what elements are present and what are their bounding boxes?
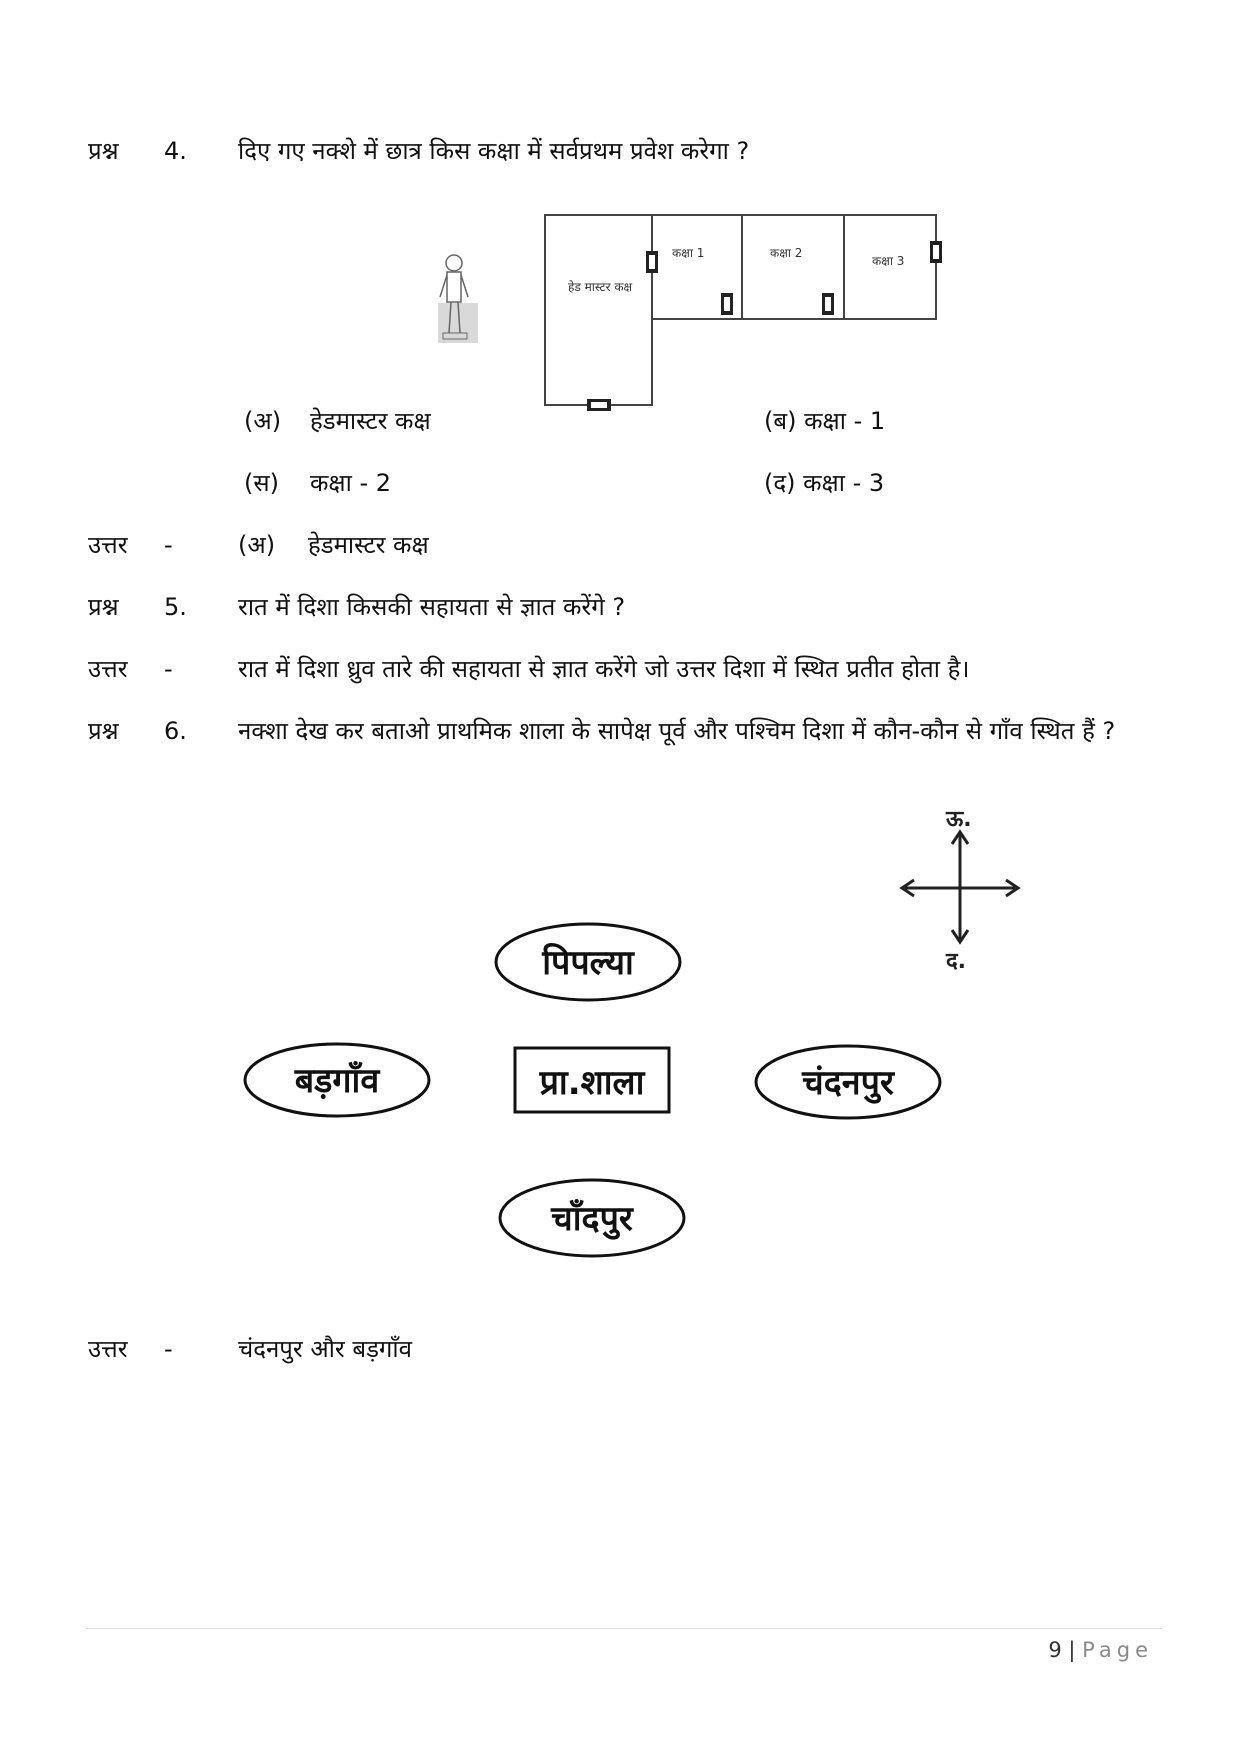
question-label: प्रश्न xyxy=(88,717,119,745)
school-map-figure xyxy=(420,205,960,415)
answer-label: उत्तर xyxy=(88,655,128,683)
option-c xyxy=(244,466,391,500)
option-text: कक्षा - 3 xyxy=(803,469,885,497)
village-west xyxy=(245,1044,429,1116)
answer-label: उत्तर xyxy=(88,1335,128,1363)
school-box xyxy=(515,1048,669,1112)
answer-label: उत्तर xyxy=(88,531,128,559)
answer-key: (अ) xyxy=(238,531,276,559)
school-label: प्रा.शाला xyxy=(539,1063,645,1103)
option-text: कक्षा - 1 xyxy=(804,407,886,435)
village-east xyxy=(756,1046,940,1118)
village-west-label: बड़गाँव xyxy=(294,1061,380,1101)
class-3-label: कक्षा 3 xyxy=(872,254,905,268)
option-text: हेडमास्टर कक्ष xyxy=(310,407,431,435)
student-figure xyxy=(438,255,478,343)
door-icon xyxy=(587,399,611,411)
option-b xyxy=(764,404,885,438)
answer-text: चंदनपुर और बड़गाँव xyxy=(238,1335,412,1363)
answer-text: रात में दिशा ध्रुव तारे की सहायता से ज्ञात करेंगे जो उत्तर दिशा में स्थित प्रतीत होता है। xyxy=(238,655,970,683)
question-number: 4. xyxy=(164,137,187,165)
answer-value: हेडमास्टर कक्ष xyxy=(308,531,429,559)
option-key: (स) xyxy=(244,469,279,497)
option-key: (द) xyxy=(764,469,796,497)
question-label: प्रश्न xyxy=(88,593,119,621)
door-icon xyxy=(822,293,834,315)
answer-dash: - xyxy=(164,655,173,683)
door-icon xyxy=(646,251,658,273)
question-text: नक्शा देख कर बताओ प्राथमिक शाला के सापेक्ष पूर्व और पश्चिम दिशा में कौन-कौन से गाँव स्थित हैं ? xyxy=(238,717,1116,745)
page-footer xyxy=(1048,1636,1153,1664)
page-number: 9 xyxy=(1048,1638,1062,1662)
footer-separator: | xyxy=(1068,1638,1076,1662)
headmaster-room-label: हेड मास्टर कक्ष xyxy=(568,280,633,294)
option-key: (अ) xyxy=(244,407,282,435)
answer-dash: - xyxy=(164,1335,173,1363)
village-east-label: चंदनपुर xyxy=(802,1063,894,1103)
question-number: 5. xyxy=(164,593,187,621)
village-map-figure xyxy=(240,920,970,1280)
answer-dash: - xyxy=(164,531,173,559)
class-2-label: कक्षा 2 xyxy=(770,246,803,260)
compass-south-label: द. xyxy=(946,949,967,974)
option-text: कक्षा - 2 xyxy=(310,469,392,497)
compass-north-label: ऊ. xyxy=(946,807,972,832)
village-north-label: पिपल्या xyxy=(542,943,634,983)
question-number: 6. xyxy=(164,717,187,745)
village-north xyxy=(496,924,680,1000)
option-key: (ब) xyxy=(764,407,797,435)
footer-divider xyxy=(86,1628,1162,1629)
question-text: दिए गए नक्शे में छात्र किस कक्षा में सर्वप्रथम प्रवेश करेगा ? xyxy=(238,137,750,165)
door-icon xyxy=(930,241,942,263)
class-1-label: कक्षा 1 xyxy=(672,246,705,260)
answer-text xyxy=(238,528,1158,562)
page-word: Page xyxy=(1082,1638,1153,1662)
option-a xyxy=(244,404,431,438)
question-text: रात में दिशा किसकी सहायता से ज्ञात करेंगे ? xyxy=(238,593,626,621)
question-label: प्रश्न xyxy=(88,137,119,165)
option-d xyxy=(764,466,884,500)
village-south-label: चाँदपुर xyxy=(551,1199,633,1239)
village-south xyxy=(500,1180,684,1256)
door-icon xyxy=(721,293,733,315)
headmaster-room xyxy=(545,215,652,405)
